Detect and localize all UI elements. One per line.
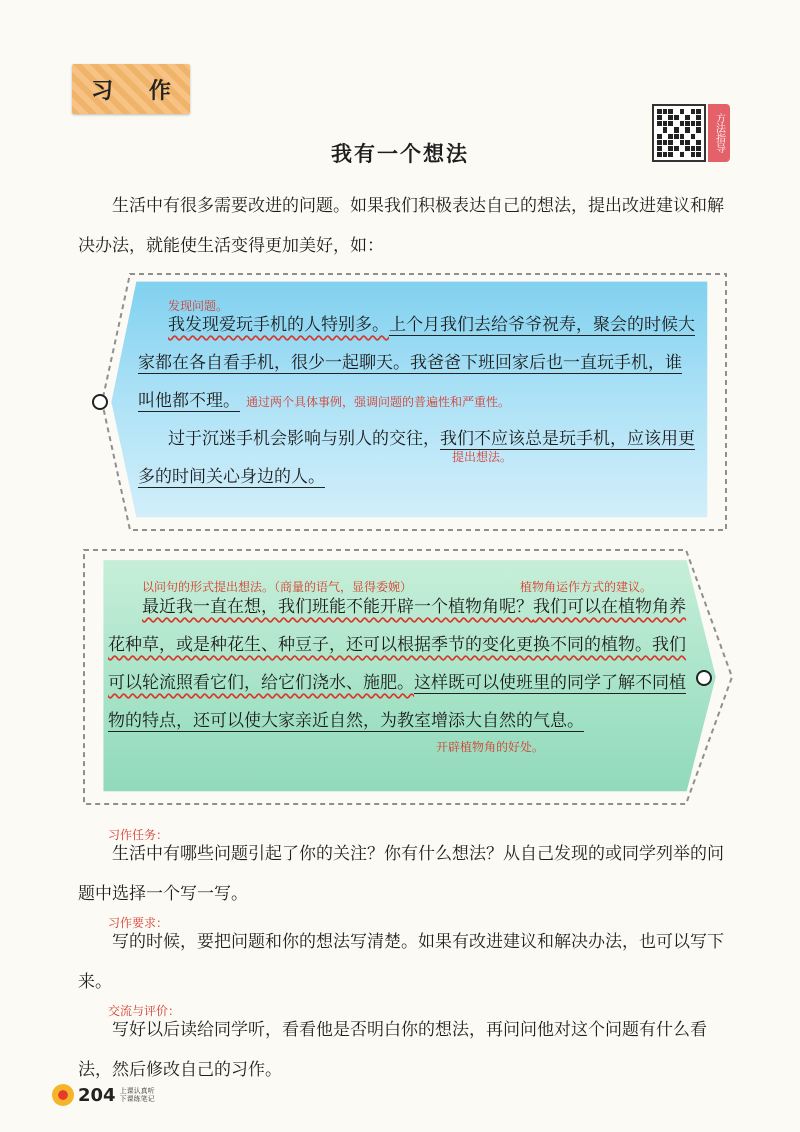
task-text-evaluation: 写好以后读给同学听，看看他是否明白你的想法，再问问他对这个问题有什么看法，然后修改自己的习作。: [78, 1020, 707, 1080]
card1-note-inline: 通过两个具体事例，强调问题的普遍性和严重性。: [246, 395, 511, 409]
flower-icon: [52, 1084, 74, 1106]
card2-hole: [696, 670, 712, 686]
page-footer: [52, 1084, 155, 1106]
footer-note-line1: 上课认真听: [119, 1087, 155, 1095]
card2-text-c: 这样既可以使班里的同学了解不同植物的特点，还可以使大家亲近自然，为教室增添大自然的气息。: [108, 673, 686, 731]
card1-text-p2b: 我们不应该总是玩手机，应该用更多的时间关心身边的人。: [138, 429, 695, 487]
footer-note: [120, 1087, 155, 1103]
card1-hole: [92, 394, 108, 410]
card1-paragraph2: [138, 420, 698, 496]
card1-note-bottom: 提出想法。: [452, 450, 513, 464]
card1-paragraph1: [138, 306, 698, 421]
card1-note-top: 发现问题。: [168, 299, 229, 313]
footer-note-line2: 下课练笔记: [119, 1095, 155, 1103]
card2-text-a: 最近我一直在想，我们班能不能开辟一个植物角呢？: [142, 597, 533, 617]
section-tag: [72, 64, 190, 114]
card2-paragraph: [108, 588, 690, 740]
intro-paragraph: 生活中有很多需要改进的问题。如果我们积极表达自己的想法，提出改进建议和解决办法，就能使生活变得更加美好，如：: [78, 196, 724, 256]
method-guide-tab[interactable]: 方法指导: [708, 104, 730, 162]
card1-text-p1a: 我发现爱玩手机的人特别多。: [168, 315, 389, 335]
task-label-assignment: 习作任务：: [108, 828, 169, 842]
card1-text-p1b: 上个月我们去给爷爷祝寿，聚会的时候大家都在各自看手机，很少一起聊天。我爸爸下班回家后也一直玩手机，谁叫他都不理。: [138, 315, 695, 411]
card1-text-p2a: 过于沉迷手机会影响与别人的交往，: [168, 429, 440, 449]
card2-note-right: 植物角运作方式的建议。: [520, 580, 653, 594]
task-label-requirement: 习作要求：: [108, 916, 169, 930]
card2-text-b: 我们可以在植物角养花种草，或是种花生、种豆子，还可以根据季节的变化更换不同的植物。我们可以轮流照看它们，给它们浇水、施肥。: [108, 597, 686, 693]
task-label-evaluation: 交流与评价：: [108, 1004, 181, 1018]
section-tag-label: 习 作: [91, 78, 185, 104]
page-number: 204: [78, 1084, 116, 1106]
task-text-assignment: 生活中有哪些问题引起了你的关注？你有什么想法？从自己发现的或同学列举的问题中选择一个写一写。: [78, 844, 724, 904]
card2-note-left: 以问句的形式提出想法。（商量的语气，显得委婉）: [142, 580, 413, 594]
card2-note-bottom: 开辟植物角的好处。: [436, 740, 545, 754]
task-text-requirement: 写的时候，要把问题和你的想法写清楚。如果有改进建议和解决办法，也可以写下来。: [78, 932, 724, 992]
page-title: 我有一个想法: [331, 141, 469, 166]
